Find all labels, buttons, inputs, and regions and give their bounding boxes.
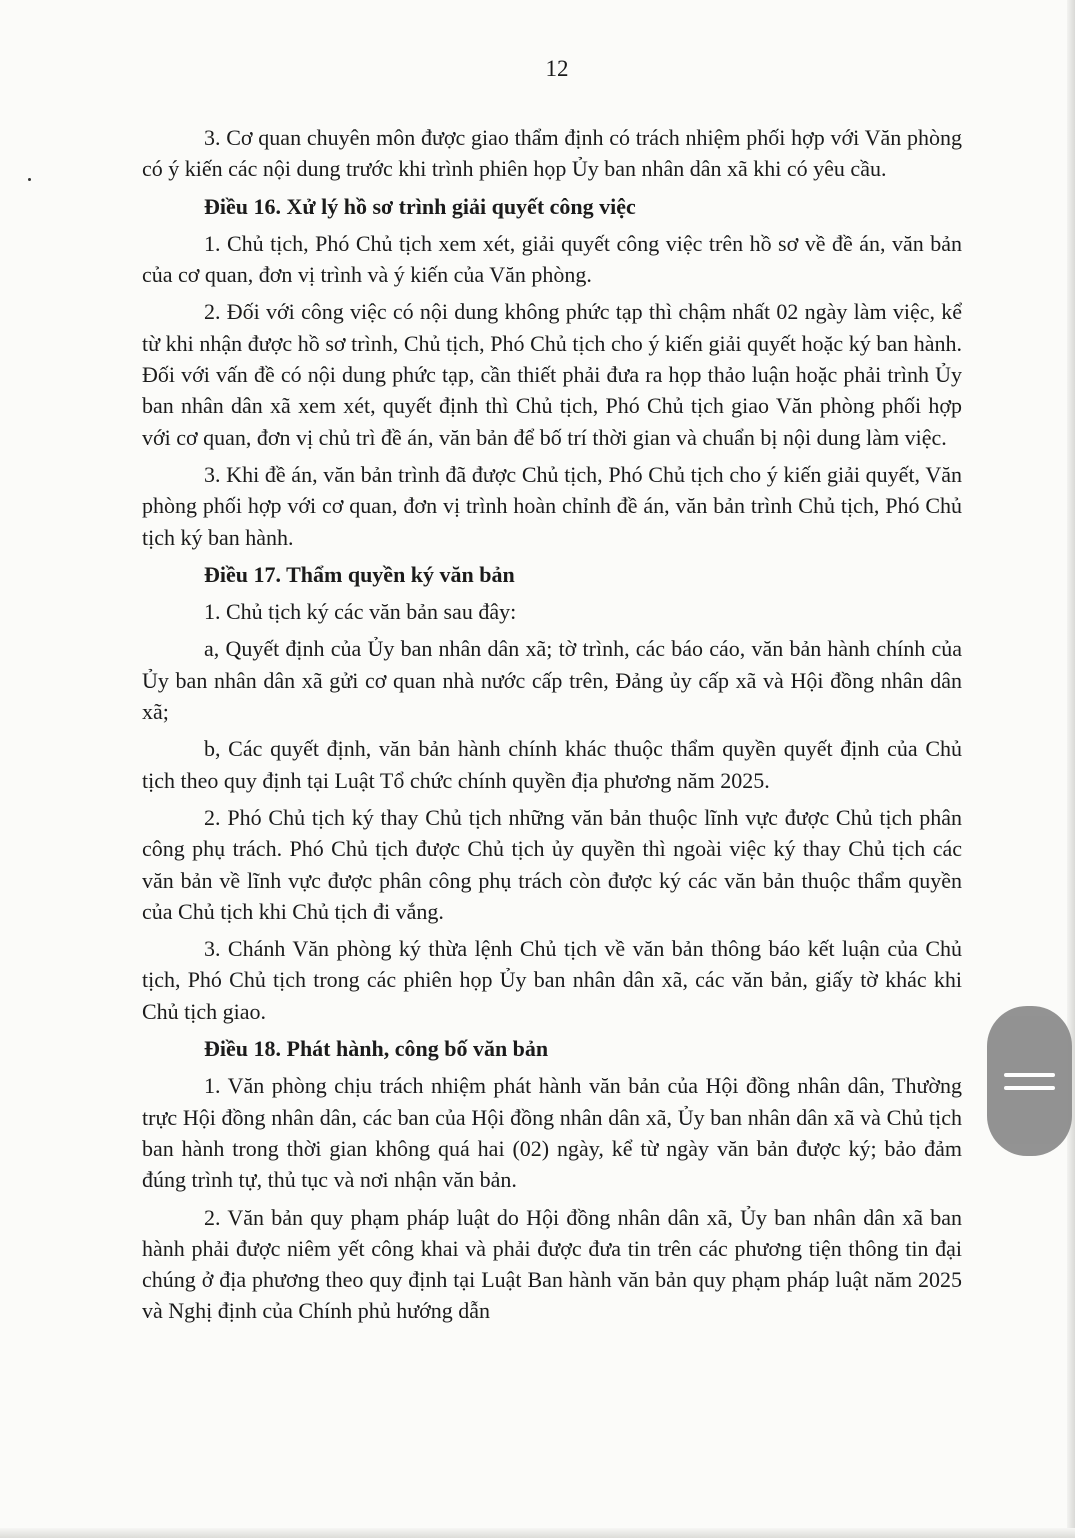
page-edge-shadow bbox=[1067, 0, 1075, 1538]
document-body bbox=[142, 122, 962, 1333]
paragraph: 1. Chủ tịch, Phó Chủ tịch xem xét, giải quyết công việc trên hồ sơ về đề án, văn bản của cơ quan, đơn vị trình và ý kiến của Văn phòng. bbox=[142, 230, 962, 288]
paragraph: b, Các quyết định, văn bản hành chính khác thuộc thẩm quyền quyết định của Chủ tịch theo quy định tại Luật Tổ chức chính quyền địa phương năm 2025. bbox=[142, 736, 962, 793]
paragraph: 3. Khi đề án, văn bản trình đã được Chủ tịch, Phó Chủ tịch cho ý kiến giải quyết, Văn phòng phối hợp với cơ quan, đơn vị trình hoàn chỉnh đề án, văn bản trình Chủ tịch, Phó Chủ tịch ký ban hành. bbox=[142, 461, 962, 550]
article-heading: Điều 16. Xử lý hồ sơ trình giải quyết công việc bbox=[204, 193, 636, 219]
paragraph: 2. Phó Chủ tịch ký thay Chủ tịch những văn bản thuộc lĩnh vực được Chủ tịch phân công phụ trách. Phó Chủ tịch được Chủ tịch ủy quyền thì ngoài việc ký thay Chủ tịch các văn bản về lĩnh vực được phân công phụ trách còn được ký các văn bản thuộc thẩm quyền của Chủ tịch khi Chủ tịch đi vắng. bbox=[142, 804, 962, 924]
paragraph: 3. Chánh Văn phòng ký thừa lệnh Chủ tịch về văn bản thông báo kết luận của Chủ tịch, Phó Chủ tịch trong các phiên họp Ủy ban nhân dân xã, các văn bản, giấy tờ khác khi Chủ tịch giao. bbox=[142, 936, 962, 1024]
drag-handle-icon bbox=[1004, 1073, 1055, 1077]
paragraph: 2. Đối với công việc có nội dung không phức tạp thì chậm nhất 02 ngày làm việc, kể từ khi nhận được hồ sơ trình, Chủ tịch, Phó Chủ tịch cho ý kiến giải quyết hoặc ký ban hành. Đối với vấn đề có nội dung phức tạp, cần thiết phải đưa ra họp thảo luận hoặc phải trình Ủy ban nhân dân xã xem xét, quyết định thì Chủ tịch, Phó Chủ tịch giao Văn phòng phối hợp với cơ quan, đơn vị chủ trì đề án, văn bản để bố trí thời gian và chuẩn bị nội dung làm việc. bbox=[142, 299, 962, 450]
scroll-handle[interactable] bbox=[987, 1006, 1072, 1156]
article-heading: Điều 17. Thẩm quyền ký văn bản bbox=[204, 561, 515, 587]
paragraph: 1. Văn phòng chịu trách nhiệm phát hành văn bản của Hội đồng nhân dân, Thường trực Hội đồng nhân dân, các ban của Hội đồng nhân dân xã, Ủy ban nhân dân xã và Chủ tịch ban hành trong thời gian không quá hai (02) ngày, kể từ ngày văn bản được ký; bảo đảm đúng trình tự, thủ tục và nơi nhận văn bản. bbox=[142, 1073, 962, 1193]
margin-mark bbox=[28, 178, 31, 181]
paragraph: 3. Cơ quan chuyên môn được giao thẩm định có trách nhiệm phối hợp với Văn phòng có ý kiến các nội dung trước khi trình phiên họp Ủy ban nhân dân xã khi có yêu cầu. bbox=[142, 125, 962, 182]
article-heading: Điều 18. Phát hành, công bố văn bản bbox=[204, 1036, 549, 1062]
page-number: 12 bbox=[545, 56, 569, 81]
page-bottom-shadow bbox=[0, 1528, 1075, 1538]
paragraph: a, Quyết định của Ủy ban nhân dân xã; tờ trình, các báo cáo, văn bản hành chính của Ủy ban nhân dân xã gửi cơ quan nhà nước cấp trên, Đảng ủy cấp xã và Hội đồng nhân dân xã; bbox=[142, 636, 962, 725]
paragraph: 2. Văn bản quy phạm pháp luật do Hội đồng nhân dân xã, Ủy ban nhân dân xã ban hành phải được niêm yết công khai và phải được đưa tin trên các phương tiện thông tin đại chúng ở địa phương theo quy định tại Luật Ban hành văn bản quy phạm pháp luật năm 2025 và Nghị định của Chính phủ hướng dẫn bbox=[142, 1204, 962, 1324]
drag-handle-icon bbox=[1004, 1086, 1055, 1090]
paragraph: 1. Chủ tịch ký các văn bản sau đây: bbox=[204, 599, 517, 625]
